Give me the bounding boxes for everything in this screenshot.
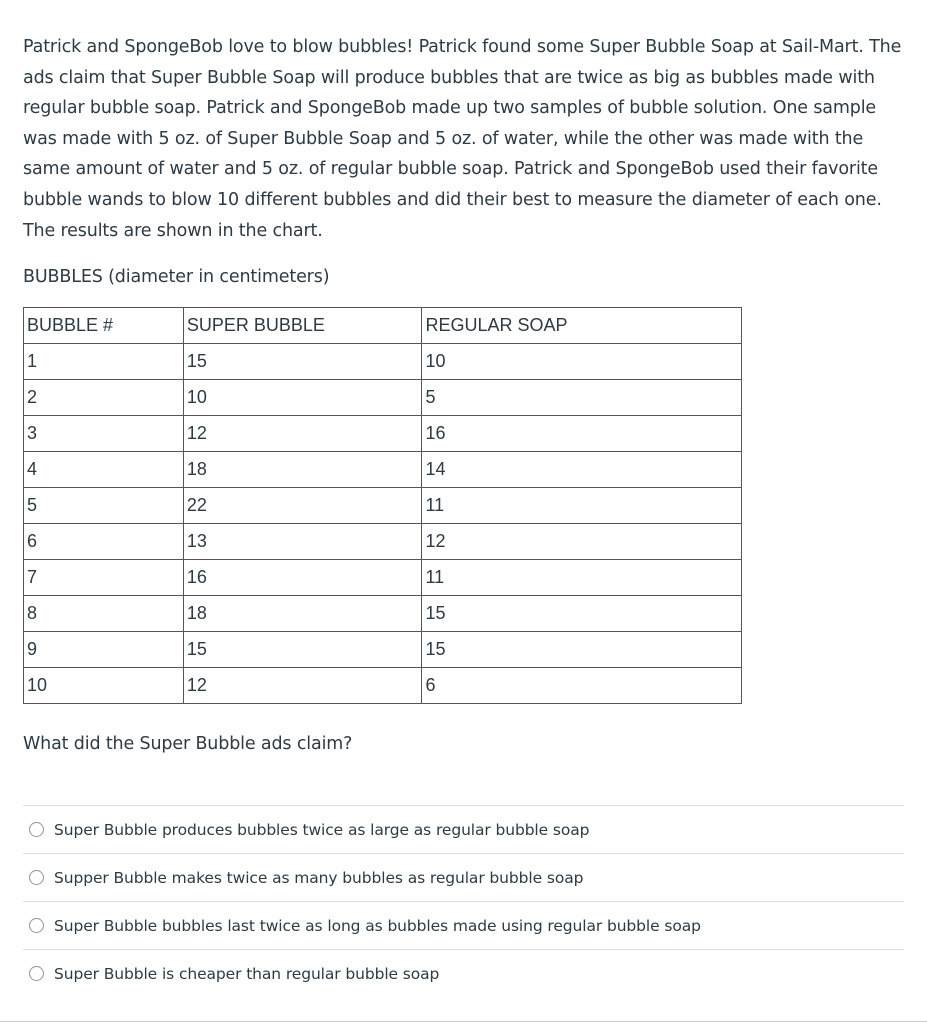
cell-bubble-number: 9 [24,632,184,668]
answer-option-4[interactable] [23,949,904,997]
header-regular-soap: REGULAR SOAP [422,308,742,344]
cell-regular-soap: 5 [422,380,742,416]
radio-button[interactable] [29,918,44,933]
table-row [24,560,742,596]
cell-regular-soap: 12 [422,524,742,560]
cell-super-bubble: 16 [183,560,422,596]
cell-super-bubble: 18 [183,452,422,488]
cell-super-bubble: 22 [183,488,422,524]
cell-regular-soap: 16 [422,416,742,452]
cell-bubble-number: 10 [24,668,184,704]
answer-option-3[interactable] [23,901,904,949]
cell-bubble-number: 7 [24,560,184,596]
table-row [24,632,742,668]
answer-label: Supper Bubble makes twice as many bubbles as regular bubble soap [54,868,584,887]
cell-bubble-number: 2 [24,380,184,416]
header-bubble-number: BUBBLE # [24,308,184,344]
cell-regular-soap: 11 [422,560,742,596]
cell-regular-soap: 15 [422,632,742,668]
table-row [24,380,742,416]
cell-regular-soap: 11 [422,488,742,524]
cell-bubble-number: 4 [24,452,184,488]
cell-bubble-number: 1 [24,344,184,380]
radio-button[interactable] [29,870,44,885]
radio-button[interactable] [29,966,44,981]
bubbles-table [23,307,742,704]
answer-list [23,805,904,997]
cell-bubble-number: 6 [24,524,184,560]
table-row [24,668,742,704]
answer-label: Super Bubble bubbles last twice as long as bubbles made using regular bubble soap [54,916,701,935]
answer-label: Super Bubble is cheaper than regular bubble soap [54,964,440,983]
table-row [24,524,742,560]
question-text: Patrick and SpongeBob love to blow bubbles! Patrick found some Super Bubble Soap at Sail-Mart. The ads claim that Super Bubble Soap will produce bubbles that are twice as big as bubbles made with regular bubble soap. Patrick and SpongeBob made up two samples of bubble solution. One sample was made with 5 oz. of Super Bubble Soap and 5 oz. of water, while the other was made with the same amount of water and 5 oz. of regular bubble soap. Patrick and SpongeBob used their favorite bubble wands to blow 10 different bubbles and did their best to measure the diameter of each one. The results are shown in the chart. [23,37,902,241]
table-row [24,452,742,488]
table-row [24,488,742,524]
radio-button[interactable] [29,822,44,837]
question-prompt: What did the Super Bubble ads claim? [23,734,353,754]
cell-super-bubble: 10 [183,380,422,416]
cell-bubble-number: 5 [24,488,184,524]
answer-option-2[interactable] [23,853,904,901]
cell-regular-soap: 14 [422,452,742,488]
header-super-bubble: SUPER BUBBLE [183,308,422,344]
table-caption: BUBBLES (diameter in centimeters) [23,267,330,287]
cell-regular-soap: 15 [422,596,742,632]
cell-super-bubble: 12 [183,416,422,452]
table-header-row [24,308,742,344]
bottom-divider [0,1021,927,1022]
cell-super-bubble: 15 [183,344,422,380]
answer-label: Super Bubble produces bubbles twice as large as regular bubble soap [54,820,590,839]
answer-option-1[interactable] [23,805,904,853]
cell-bubble-number: 3 [24,416,184,452]
table-row [24,344,742,380]
cell-regular-soap: 6 [422,668,742,704]
cell-super-bubble: 12 [183,668,422,704]
cell-super-bubble: 15 [183,632,422,668]
cell-super-bubble: 13 [183,524,422,560]
cell-regular-soap: 10 [422,344,742,380]
cell-super-bubble: 18 [183,596,422,632]
table-row [24,596,742,632]
cell-bubble-number: 8 [24,596,184,632]
table-row [24,416,742,452]
